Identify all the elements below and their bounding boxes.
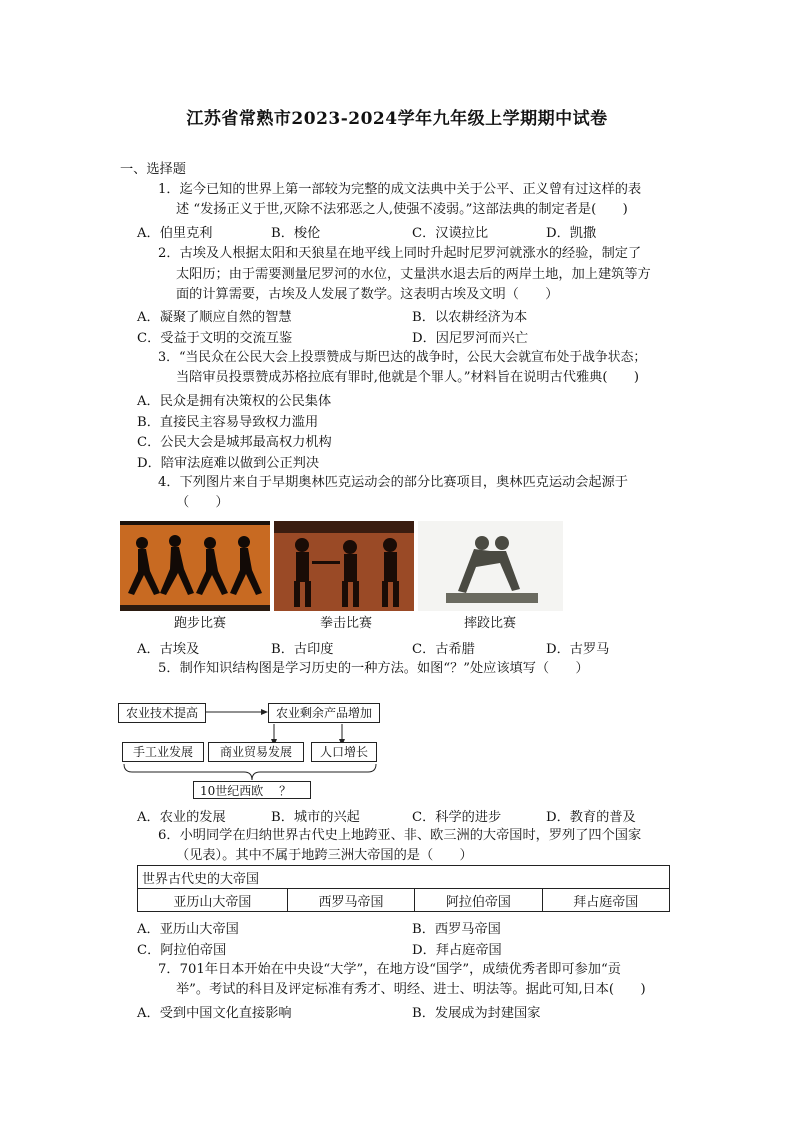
- q2-line-3: 面的计算需要，古埃及人发展了数学。这表明古埃及文明（ ）: [176, 287, 559, 302]
- running-race-image: [120, 521, 270, 611]
- q3-line-1: 3．“当民众在公民大会上投票赞成与斯巴达的战争时，公民大会就宣布处于战争状态；: [158, 350, 647, 365]
- q3-option-c[interactable]: C．公民大会是城邦最高权力机构: [137, 435, 332, 450]
- q5-option-a[interactable]: A．农业的发展: [137, 810, 226, 825]
- q6-option-b[interactable]: B．西罗马帝国: [412, 922, 501, 937]
- q4-option-b[interactable]: B．古印度: [271, 642, 334, 657]
- q1-option-a[interactable]: A．伯里克利: [137, 226, 213, 241]
- box-agri-surplus: 农业剩余产品增加: [268, 703, 380, 723]
- empire-table-cell: 亚历山大帝国: [138, 889, 288, 912]
- wrestling-match-image: [418, 521, 563, 611]
- q5-option-d[interactable]: D．教育的普及: [546, 810, 636, 825]
- q4-option-c[interactable]: C．古希腊: [412, 642, 475, 657]
- q1-option-d[interactable]: D．凯撒: [546, 226, 597, 241]
- section-heading: 一、选择题: [120, 162, 186, 177]
- q7-option-a[interactable]: A．受到中国文化直接影响: [137, 1006, 292, 1021]
- box-agri-tech: 农业技术提高: [118, 703, 206, 723]
- boxing-match-image: [274, 521, 414, 611]
- q1-option-c[interactable]: C．汉谟拉比: [412, 226, 489, 241]
- empire-table-cell: 拜占庭帝国: [542, 889, 669, 912]
- q5-line-1: 5．制作知识结构图是学习历史的一种方法。如图“？”处应该填写（ ）: [158, 661, 589, 676]
- caption-running: 跑步比赛: [173, 616, 226, 631]
- q2-option-d[interactable]: D．因尼罗河而兴亡: [412, 331, 529, 346]
- q4-option-a[interactable]: A．古埃及: [137, 642, 200, 657]
- q6-option-c[interactable]: C．阿拉伯帝国: [137, 943, 227, 958]
- box-result: [193, 781, 311, 799]
- q3-line-2: 当陪审员投票赞成苏格拉底有罪时,他就是个罪人。”材料旨在说明古代雅典( ): [176, 370, 639, 385]
- q6-option-d[interactable]: D．拜占庭帝国: [412, 943, 502, 958]
- caption-wrestling: 摔跤比赛: [463, 616, 516, 631]
- page-title: 江苏省常熟市2023-2024学年九年级上学期期中试卷: [186, 109, 608, 129]
- q6-line-2: （见表）。其中不属于地跨三洲大帝国的是（ ）: [176, 848, 473, 863]
- q4-option-d[interactable]: D．古罗马: [546, 642, 610, 657]
- q2-line-1: 2．古埃及人根据太阳和天狼星在地平线上同时升起时尼罗河就涨水的经验，制定了: [158, 246, 642, 261]
- q7-line-2: 举”。考试的科目及评定标准有秀才、明经、进士、明法等。据此可知,日本( ): [176, 982, 646, 997]
- q5-option-c[interactable]: C．科学的进步: [412, 810, 502, 825]
- q1-line-2: 述 “发扬正义于世,灭除不法邪恶之人,使强不凌弱。”这部法典的制定者是( ): [176, 202, 628, 217]
- q4-line-2: （ ）: [176, 495, 229, 510]
- box-population: 人口增长: [311, 742, 377, 762]
- q4-line-1: 4．下列图片来自于早期奥林匹克运动会的部分比赛项目，奥林匹克运动会起源于: [158, 475, 628, 490]
- empire-table-header: 世界古代史的大帝国: [138, 866, 670, 889]
- q1-option-b[interactable]: B．梭伦: [271, 226, 321, 241]
- q2-option-a[interactable]: A．凝聚了顺应自然的智慧: [137, 310, 292, 325]
- q5-option-b[interactable]: B．城市的兴起: [271, 810, 360, 825]
- q2-option-c[interactable]: C．受益于文明的交流互鉴: [137, 331, 293, 346]
- box-result-blank: ？: [267, 784, 303, 799]
- empire-table-cell: 西罗马帝国: [287, 889, 414, 912]
- q6-option-a[interactable]: A．亚历山大帝国: [137, 922, 239, 937]
- q3-option-a[interactable]: A．民众是拥有决策权的公民集体: [137, 394, 332, 409]
- box-handicraft: 手工业发展: [122, 742, 204, 762]
- q3-option-b[interactable]: B．直接民主容易导致权力滥用: [137, 415, 319, 430]
- q6-line-1: 6．小明同学在归纳世界古代史上地跨亚、非、欧三洲的大帝国时，罗列了四个国家: [158, 828, 642, 843]
- q7-option-b[interactable]: B．发展成为封建国家: [412, 1006, 541, 1021]
- caption-boxing: 拳击比赛: [319, 616, 372, 631]
- q1-line-1: 1．迄今已知的世界上第一部较为完整的成文法典中关于公平、正义曾有过这样的表: [158, 182, 642, 197]
- box-result-label: 10世纪西欧: [200, 784, 264, 798]
- q2-line-2: 太阳历；由于需要测量尼罗河的水位，丈量洪水退去后的两岸土地，加上建筑等方: [176, 267, 651, 282]
- q3-option-d[interactable]: D．陪审法庭难以做到公正判决: [137, 456, 320, 471]
- empire-table-cell: 阿拉伯帝国: [415, 889, 542, 912]
- q7-line-1: 7．701年日本开始在中央设“大学”，在地方设“国学”，成绩优秀者即可参加“贡: [158, 962, 621, 977]
- empire-table: [137, 865, 670, 912]
- box-commerce: 商业贸易发展: [208, 742, 304, 762]
- q2-option-b[interactable]: B．以农耕经济为本: [412, 310, 528, 325]
